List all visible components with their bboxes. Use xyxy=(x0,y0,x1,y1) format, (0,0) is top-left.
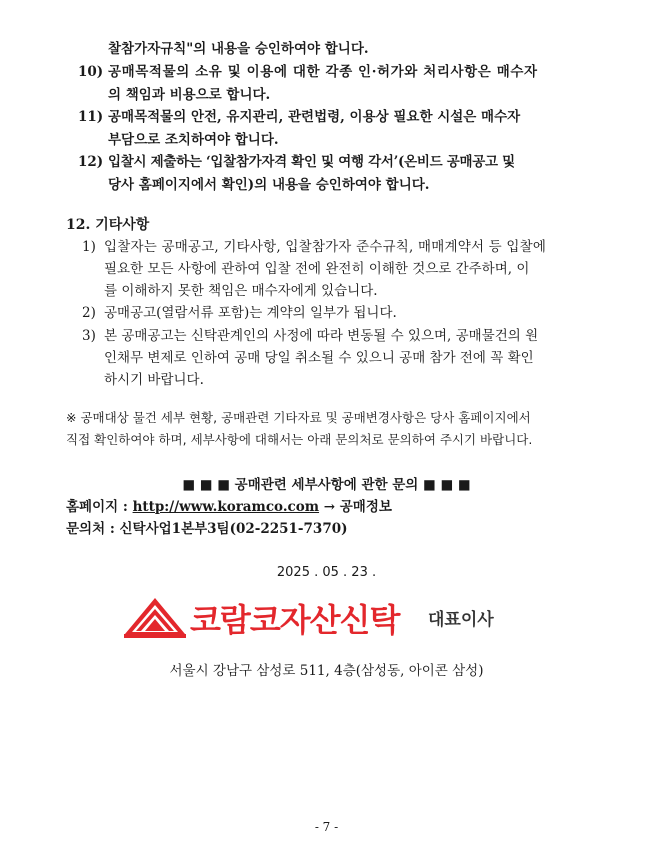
item10-number: 10) xyxy=(78,64,104,80)
section12-item1-line2: 필요한 모든 사항에 관하여 입찰 전에 완전히 이해한 것으로 간주하며, 이 xyxy=(104,261,530,277)
inquiry-title: ■ ■ ■ 공매관련 세부사항에 관한 문의 ■ ■ ■ xyxy=(182,477,471,493)
section12-item3-number: 3) xyxy=(82,328,96,344)
section12-item3-line2: 인채무 변제로 인하여 공매 당일 취소될 수 있으니 공매 참가 전에 꼭 확인 xyxy=(104,350,534,366)
company-address: 서울시 강남구 삼성로 511, 4층(삼성동, 아이콘 삼성) xyxy=(169,663,484,679)
item12-number: 12) xyxy=(78,154,104,170)
item11-line2: 부담으로 조치하여야 합니다. xyxy=(108,132,279,148)
notice-line2: 직접 확인하여야 하며, 세부사항에 대해서는 아래 문의처로 문의하여 주시기 바랍니다. xyxy=(66,432,533,447)
section12-item1-number: 1) xyxy=(82,239,96,255)
document-date: 2025 . 05 . 23 . xyxy=(276,565,377,580)
item9-continuation: 찰참가자규칙"의 내용을 승인하여야 합니다. xyxy=(108,41,369,57)
section12-item3-line1: 본 공매공고는 신탁관계인의 사정에 따라 변동될 수 있으며, 공매물건의 원 xyxy=(104,328,539,344)
section12-item2-line1: 공매공고(열람서류 포함)는 계약의 일부가 됩니다. xyxy=(104,305,397,321)
homepage-suffix: → 공매정보 xyxy=(319,499,392,515)
company-logo xyxy=(124,596,524,644)
section12-item3-line3: 하시기 바랍니다. xyxy=(104,372,204,388)
section-heading: 12. 기타사항 xyxy=(66,217,150,233)
item12-line1: 입찰시 제출하는 ‘입찰참가자격 확인 및 여행 각서’(온비드 공매공고 및 xyxy=(108,154,515,170)
item10-line1: 공매목적물의 소유 및 이용에 대한 각종 인·허가와 처리사항은 매수자 xyxy=(108,64,538,80)
item11-number: 11) xyxy=(78,109,104,125)
item10-line2: 의 책임과 비용으로 합니다. xyxy=(108,87,271,103)
section12-item2-number: 2) xyxy=(82,305,96,321)
notice-line1: ※ 공매대상 물건 세부 현황, 공매관련 기타자료 및 공매변경사항은 당사 홈페이지에서 xyxy=(66,410,531,425)
section12-item1-line1: 입찰자는 공매공고, 기타사항, 입찰참가자 준수규칙, 매매계약서 등 입찰에 xyxy=(104,239,547,255)
contact-line: 문의처 : 신탁사업1본부3팀(02-2251-7370) xyxy=(66,521,348,537)
page-number: - 7 - xyxy=(314,820,339,834)
homepage-link[interactable]: http://www.koramco.com xyxy=(132,499,320,515)
item12-line2: 당사 홈페이지에서 확인)의 내용을 승인하여야 합니다. xyxy=(108,177,430,193)
homepage-line xyxy=(66,498,392,516)
company-name: 코람코자산신탁 xyxy=(190,601,400,639)
item11-line1: 공매목적물의 안전, 유지관리, 관련법령, 이용상 필요한 시설은 매수자 xyxy=(108,109,521,125)
homepage-label: 홈페이지 : xyxy=(66,499,133,515)
representative-title: 대표이사 xyxy=(428,610,494,630)
koramco-logo-icon xyxy=(124,596,186,640)
section12-item1-line3: 를 이해하지 못한 책임은 매수자에게 있습니다. xyxy=(104,283,378,299)
